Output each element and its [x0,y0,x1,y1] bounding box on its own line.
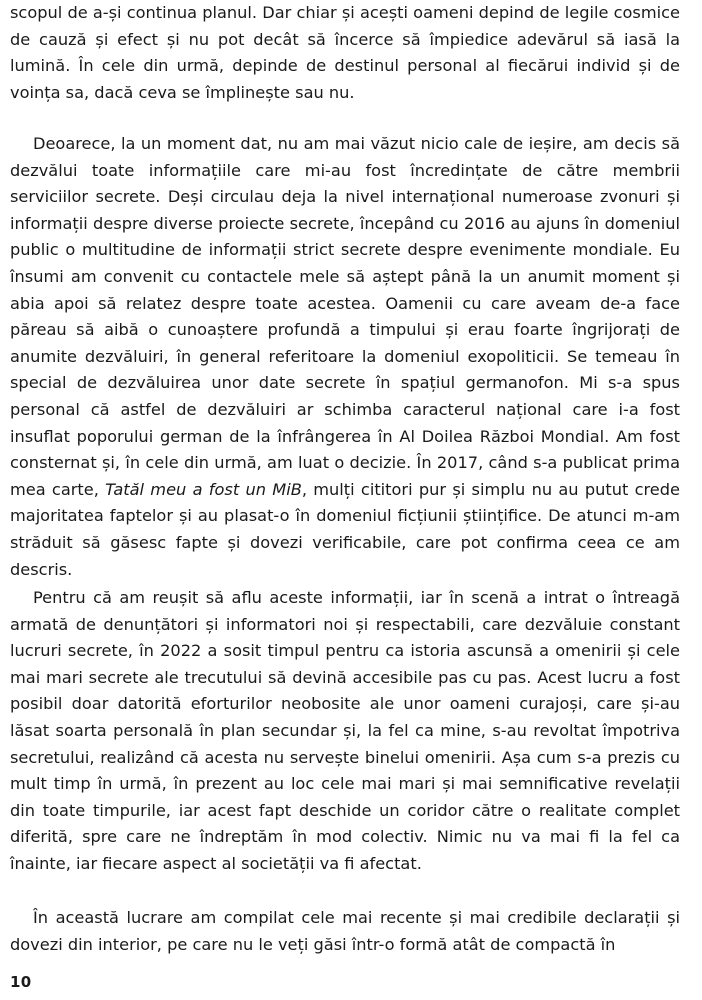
book-title: Tatăl meu a fost un MiB [105,479,302,499]
paragraph-2 [10,131,680,583]
paragraph-2-text-b: , mulți cititori pur și simplu nu au putut crede majoritatea faptelor și au plasat-o în domeniul ficțiunii științifice. De atunci m-am străduit să găsesc fapte și dovezi verificabile, care pot confirma ceea ce am descris. [10,479,681,579]
paragraph-4-text: În această lucrare am compilat cele mai recente și mai credibile declarații și dovezi din interior, pe care nu le veți găsi într-o formă atât de compactă în [10,908,680,954]
paragraph-3-text: Pentru că am reușit să aflu aceste informații, iar în scenă a intrat o întreagă armată de denunțători și informatori noi și respectabili, care dezvăluie constant lucruri secrete, în 2022 a sosit timpul pentru ca istoria ascunsă a omenirii și cele mai mari secrete ale trecutului să devină accesibile pas cu pas. Acest lucru a fost posibil doar datorită eforturilor neobosite ale unor oameni curajoși, care și-au lăsat soarta personală în plan secundar și, la fel ca mine, s-au revoltat împotriva secretului, realizând că acesta nu servește binelui omenirii. Așa cum s-a prezis cu mult timp în urmă, în prezent au loc cele mai mari și mai semnificative revelații din toate timpurile, iar acest fapt deschide un coridor către o realitate complet diferită, spre care ne îndreptăm în mod colectiv. Nimic nu va mai fi la fel ca înainte, iar fiecare aspect al societății va fi afectat. [10,588,680,873]
page-number: 10 [10,973,32,991]
paragraph-3 [10,585,680,878]
paragraph-2-text-a: Deoarece, la un moment dat, nu am mai văzut nicio cale de ieșire, am decis să dezvălui toate informațiile care mi-au fost încredințate de către membrii serviciilor secrete. Deși circulau deja la nivel internațional numeroase zvonuri și informații despre diverse proiecte secrete, începând cu 2016 au ajuns în domeniul public o multitudine de informații strict secrete despre evenimente mondiale. Eu însumi am convenit cu contactele mele să aștept până la un anumit moment și abia apoi să relatez despre toate acestea. Oamenii cu care aveam de-a face păreau să aibă o cunoaștere profundă a timpului și erau foarte îngrijorați de anumite dezvăluiri, în general referitoare la domeniul exopoliticii. Se temeau în special de dezvăluirea unor date secrete în spațiul germanofon. Mi s-a spus personal că astfel de dezvăluiri ar schimba caracterul național care i-a fost insuflat poporului german de la înfrângerea în Al Doilea Război Mondial. Am fost consternat și, în cele din urmă, am luat o decizie. În 2017, când s-a publicat prima mea carte, [10,134,680,499]
paragraph-4 [10,905,680,958]
paragraph-1-text: scopul de a-și continua planul. Dar chiar și acești oameni depind de legile cosmice de cauză și efect și nu pot decât să încerce să împiedice adevărul să iasă la lumină. În cele din urmă, depinde de destinul personal al fiecărui individ și de voința sa, dacă ceva se împlinește sau nu. [10,3,680,102]
paragraph-1 [10,0,680,106]
